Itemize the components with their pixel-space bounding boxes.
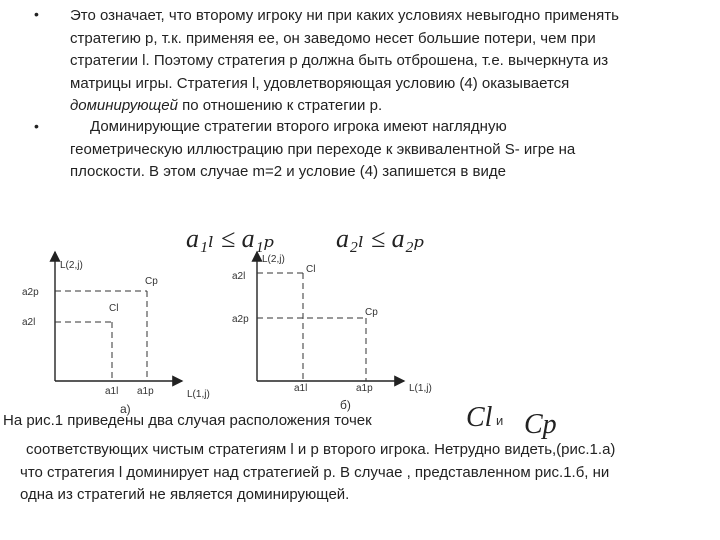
paragraph-2-line-1: Доминирующие стратегии второго игрока имеют наглядную [90, 118, 507, 135]
fig-a-caption: а) [120, 402, 131, 416]
p3-cl-symbol: Cl [466, 402, 493, 433]
figure-b [232, 252, 432, 412]
fig-b-a2p-label: a2p [232, 314, 249, 325]
paragraph-2-line-2: геометрическую иллюстрацию при переходе к эквивалентной S- игре на [70, 140, 576, 158]
paragraph-2-line-3: плоскости. В этом случае m=2 и условие (4) запишется в виде [70, 163, 506, 180]
formula-left: a₁ₗ ≤ a₁ₚ [186, 224, 275, 253]
fig-b-caption: б) [340, 398, 351, 412]
fig-b-a1p-label: a1p [356, 383, 373, 394]
p3-cp-symbol: Cp [524, 409, 557, 440]
bullet-1: • [34, 6, 39, 22]
paragraph-3-line-3: что стратегия l доминирует над стратегией p. В случае , представленном рис.1.б, ни [20, 463, 610, 481]
fig-b-y-axis-label: L(2,j) [262, 254, 285, 265]
fig-a-a1l-label: a1l [105, 386, 119, 397]
fig-a-x-axis-label: L(1,j) [187, 389, 210, 400]
paragraph-1-line-3: стратегии l. Поэтому стратегия p должна быть отброшена, т.е. вычеркнута из [70, 52, 609, 69]
paragraph-1-line-2: стратегию p, т.к. применяя ее, он заведомо несет большие потери, чем при [70, 29, 596, 47]
dominant-term: доминирующей [70, 97, 178, 114]
paragraph-1-line-5-rest: по отношению к стратегии p. [177, 97, 383, 114]
fig-b-x-axis-label: L(1,j) [409, 383, 432, 394]
fig-a-a2p-label: a2p [22, 287, 39, 298]
paragraph-3-line-4: одна из стратегий не является доминирующей. [20, 486, 350, 503]
paragraph-3-line-1: На рис.1 приведены два случая расположения точек [3, 412, 372, 429]
paragraph-1-line-1: Это означает, что второму игроку ни при каких условиях невыгодно применять [70, 7, 619, 24]
paragraph-3-line-2: соответствующих чистым стратегиям l и p второго игрока. Нетрудно видеть,(рис.1.а) [26, 441, 616, 458]
fig-b-a2l-label: a2l [232, 271, 246, 282]
fig-b-a1l-label: a1l [294, 383, 308, 394]
p3-and-word: и [496, 413, 504, 428]
fig-a-a1p-label: a1p [137, 386, 154, 397]
paragraph-3 [20, 439, 715, 507]
paragraph-1-line-4: матрицы игры. Стратегия l, удовлетворяющая условию (4) оказывается [70, 74, 570, 92]
fig-a-cp-label: Cp [145, 276, 158, 287]
bullet-2: • [34, 118, 39, 134]
fig-b-cl-label: Cl [306, 264, 316, 275]
formula-right: a₂ₗ ≤ a₂ₚ [336, 224, 425, 253]
figure-a [22, 252, 210, 416]
fig-a-cl-label: Cl [109, 303, 119, 314]
fig-a-y-axis-label: L(2,j) [60, 260, 83, 271]
fig-a-a2l-label: a2l [22, 317, 36, 328]
fig-b-cp-label: Cp [365, 307, 378, 318]
